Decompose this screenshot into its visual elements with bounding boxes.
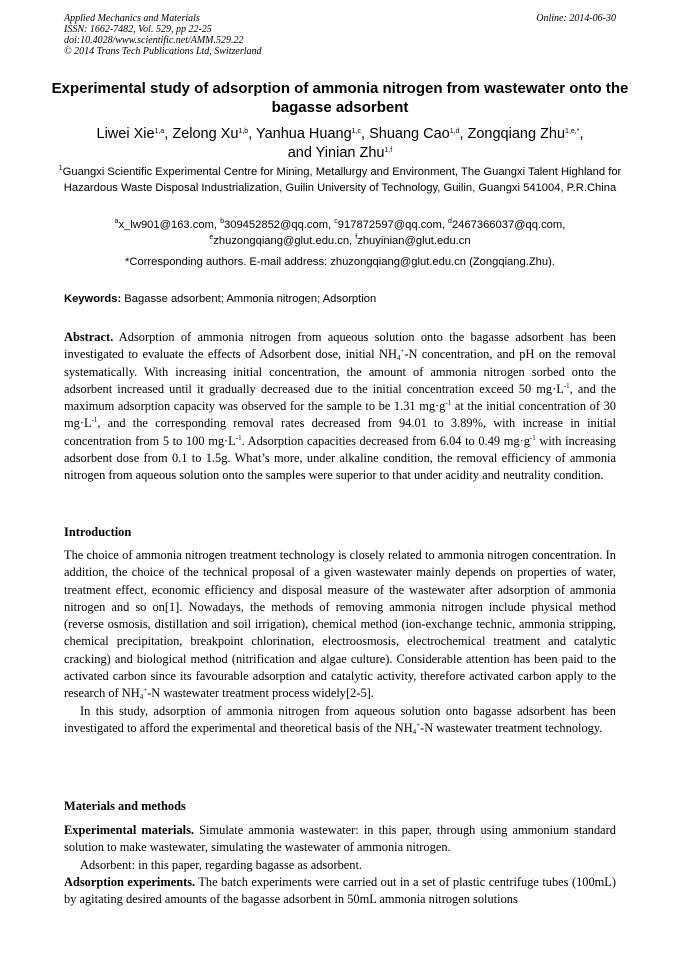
email-link[interactable]: 2467366037@qq.com, (451, 219, 566, 231)
paragraph: In this study, adsorption of ammonia nitrogen from aqueous solution onto bagasse adsorbent has been investigated to afford the experimental and theoretical basis of the $NH_4^+-N$ wastewater treatment technology. (64, 703, 616, 736)
author: Liwei Xie$^{1,a}$, (96, 126, 173, 142)
affiliation: $^1$Guangxi Scientific Experimental Centre for Mining, Metallurgy and Environment, The Guangxi Talent Highland for Hazardous Waste Disposal Industrialization, Guilin University of Technology, Guilin, Guangxi 541004, P.R.China (58, 165, 622, 194)
author: and Yinian Zhu$^{1,f}$ (287, 145, 393, 161)
email-list: $^a$x_lw901@163.com, $^b$309452852@qq.com, $^c$917872597@qq.com, $^d$2467366037@qq.com, $^e$zhuzongqiang@glut.edu.cn, $^f$zhuyinian@glut.edu.cn (114, 218, 566, 247)
email-link[interactable]: 309452852@qq.com, (224, 219, 335, 231)
online-date: Online: 2014-06-30 (536, 13, 616, 24)
paragraph: Adsorption experiments. The batch experiments were carried out in a set of plastic centrifuge tubes (100mL) by agitating desired amounts of the bagasse adsorbent in 50mL ammonia nitrogen solutions (64, 874, 616, 907)
methods-body (64, 822, 616, 908)
author: Zongqiang Zhu$^{1,e,*}$, (467, 126, 584, 142)
paper-title: Experimental study of adsorption of ammonia nitrogen from wastewater onto the bagasse adsorbent (51, 80, 629, 116)
email-link[interactable]: zhuzongqiang@glut.edu.cn, (213, 234, 356, 247)
copyright-line: © 2014 Trans Tech Publications Ltd, Switzerland (64, 46, 262, 57)
email-link[interactable]: zhuyinian@glut.edu.cn (357, 234, 471, 247)
journal-name: Applied Mechanics and Materials (64, 13, 200, 24)
author: Shuang Cao$^{1,d}$, (369, 126, 468, 142)
introduction-body (64, 547, 616, 737)
keywords-label: Keywords: (64, 293, 122, 305)
abstract-label: Abstract. (64, 330, 114, 344)
corresponding-author: *Corresponding authors. E-mail address: zhuzongqiang@glut.edu.cn (Zongqiang.Zhu). (125, 256, 555, 268)
section-heading-introduction: Introduction (64, 525, 132, 539)
author: Yanhua Huang$^{1,c}$, (255, 126, 370, 142)
doi-line: doi:10.4028/www.scientific.net/AMM.529.22 (64, 35, 244, 46)
section-heading-methods: Materials and methods (64, 799, 186, 813)
paragraph: Experimental materials. Simulate ammonia wastewater: in this paper, through using ammonium standard solution to make wastewater, simulating the wastewater of ammonia nitrogen. (64, 823, 616, 855)
paragraph: The choice of ammonia nitrogen treatment technology is closely related to ammonia nitrogen concentration. In addition, the choice of the technical proposal of a given wastewater mainly depends on properties of water, treatment effect, economic efficiency and disposal measure of the wastewater after adsorption of ammonia nitrogen and so on[1]. Nowadays, the methods of removing ammonia nitrogen include physical method (reverse osmosis, distillation and soil irrigation), chemical method (ion-exchange technic, ammonia stripping, chemical precipitation, breakpoint chlorination, electroosmosis, electrochemical treatment and catalytic cracking) and biological method (nitrification and algae culture). Considerable attention has been paid to the activated carbon since its favourable adsorption and catalytic activity, therefore activated carbon apply to the research of $NH_4^+-N$ wastewater treatment process widely[2-5]. (64, 548, 616, 702)
keywords (64, 292, 616, 307)
keywords-text: Bagasse adsorbent; Ammonia nitrogen; Adsorption (121, 293, 377, 305)
issn-line: ISSN: 1662-7482, Vol. 529, pp 22-25 (64, 24, 212, 35)
abstract: Abstract. Adsorption of ammonia nitrogen from aqueous solution onto the bagasse adsorbent has been investigated to evaluate the effects of Adsorbent dose, initial $NH_4^+-N$ concentration, and pH on the removal systematically. With increasing initial concentration, the amount of ammonia nitrogen sorbed onto the adsorbent increased until it gradually decreased due to the initial concentration exceed 50 $mg\cdot L^{-1}$, and the maximum adsorption capacity was observed for the sample to be 1.31 $mg\cdot g^{-1}$ at the initial concentration of 30 $mg\cdot L^{-1}$, and the corresponding removal rates decreased from 94.01 to 3.89%, with increase in initial concentration from 5 to 100 $mg\cdot L^{-1}$. Adsorption capacities decreased from 6.04 to 0.49 $mg\cdot g^{-1}$ with increasing adsorbent dose from 0.1 to 1.5g. What’s more, under alkaline condition, the removal efficiency of ammonia nitrogen from aqueous solution onto the samples were superior to that under acidity and neutrality condition. (64, 330, 617, 483)
author-list (40, 125, 640, 163)
email-link[interactable]: x_lw901@163.com, (118, 219, 221, 231)
paragraph: Adsorbent: in this paper, regarding bagasse as adsorbent. (80, 857, 363, 872)
email-link[interactable]: 917872597@qq.com, (337, 219, 449, 231)
journal-header (64, 13, 616, 57)
author: Zelong Xu$^{1,b}$, (172, 126, 256, 142)
